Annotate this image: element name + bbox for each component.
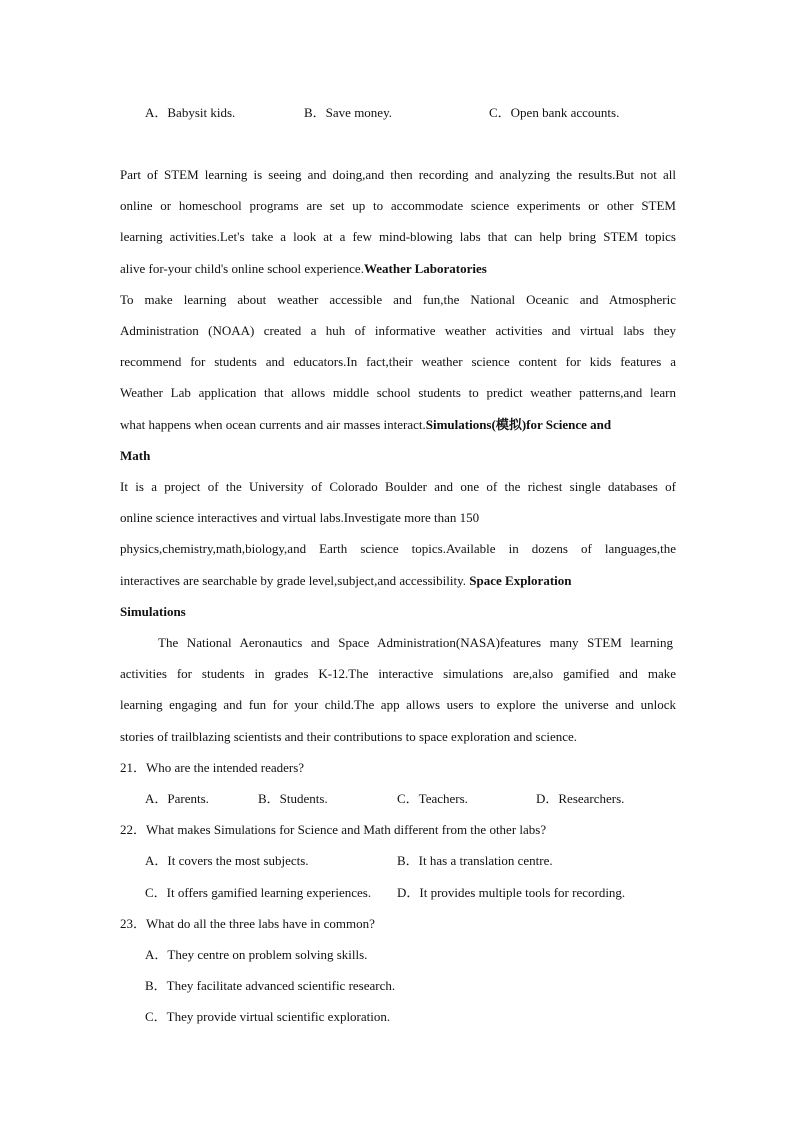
weather-line: Weather Lab application that allows middle school students to predict weather patterns,and learn (120, 385, 676, 400)
space-line: learning engaging and fun for your child.The app allows users to explore the universe and unlock (120, 697, 676, 712)
weather-last-line (120, 416, 676, 434)
question-21-stem: 21．Who are the intended readers? (120, 760, 305, 775)
weather-line: Administration (NOAA) created a huh of informative weather activities and virtual labs they (120, 323, 676, 338)
space-line: activities for students in grades K-12.The interactive simulations are,also gamified and make (120, 666, 676, 681)
q21-option-d: D．Researchers. (536, 791, 625, 806)
q21-option-a: A．Parents. (145, 791, 209, 806)
space-heading: Space Exploration (469, 573, 572, 588)
question-23-stem: 23．What do all the three labs have in common? (120, 916, 375, 931)
prev-option-b: B．Save money. (304, 105, 392, 120)
intro-line: learning activities.Let's take a look at a few mind-blowing labs that can help bring STEM topics (120, 229, 676, 244)
q23-option-c: C．They provide virtual scientific exploration. (145, 1009, 391, 1024)
q23-option-b: B．They facilitate advanced scientific research. (145, 978, 396, 993)
q23-option-a: A．They centre on problem solving skills. (145, 947, 368, 962)
prev-option-c: C．Open bank accounts. (489, 105, 620, 120)
q22-option-c: C．It offers gamified learning experiences. (145, 885, 372, 900)
simulations-heading: Simulations(模拟)for Science and (425, 417, 612, 432)
intro-last-line (120, 260, 676, 278)
simulations-line: physics,chemistry,math,biology,and Earth science topics.Available in dozens of languages,the (120, 541, 676, 556)
simulations-line: online science interactives and virtual labs.Investigate more than 150 (120, 510, 480, 525)
weather-line: what happens when ocean currents and air masses interact. (120, 417, 426, 432)
prev-option-a: A．Babysit kids. (145, 105, 236, 120)
q22-option-d: D．It provides multiple tools for recording. (397, 885, 626, 900)
intro-line: alive for-your child's online school experience. (120, 261, 364, 276)
intro-line: online or homeschool programs are set up to accommodate science experiments or other STEM (120, 198, 676, 213)
simulations-last-line (120, 572, 676, 590)
q22-option-b: B．It has a translation centre. (397, 853, 553, 868)
simulations-line: It is a project of the University of Colorado Boulder and one of the richest single databases of (120, 479, 676, 494)
weather-line: To make learning about weather accessible and fun,the National Oceanic and Atmospheric (120, 292, 676, 307)
q21-option-b: B．Students. (258, 791, 328, 806)
weather-heading: Weather Laboratories (363, 261, 487, 276)
q21-option-c: C．Teachers. (397, 791, 468, 806)
simulations-line: interactives are searchable by grade level,subject,and accessibility. (120, 573, 467, 588)
simulations-heading-cont: Math (120, 448, 151, 463)
q22-option-a: A．It covers the most subjects. (145, 853, 309, 868)
question-22-stem: 22．What makes Simulations for Science and Math different from the other labs? (120, 822, 547, 837)
weather-line: recommend for students and educators.In fact,their weather science content for kids features a (120, 354, 676, 369)
space-line: stories of trailblazing scientists and their contributions to space exploration and science. (120, 729, 578, 744)
space-heading-cont: Simulations (120, 604, 186, 619)
intro-line: Part of STEM learning is seeing and doing,and then recording and analyzing the results.But not all (120, 167, 676, 182)
space-line: The National Aeronautics and Space Administration(NASA)features many STEM learning (158, 635, 673, 650)
